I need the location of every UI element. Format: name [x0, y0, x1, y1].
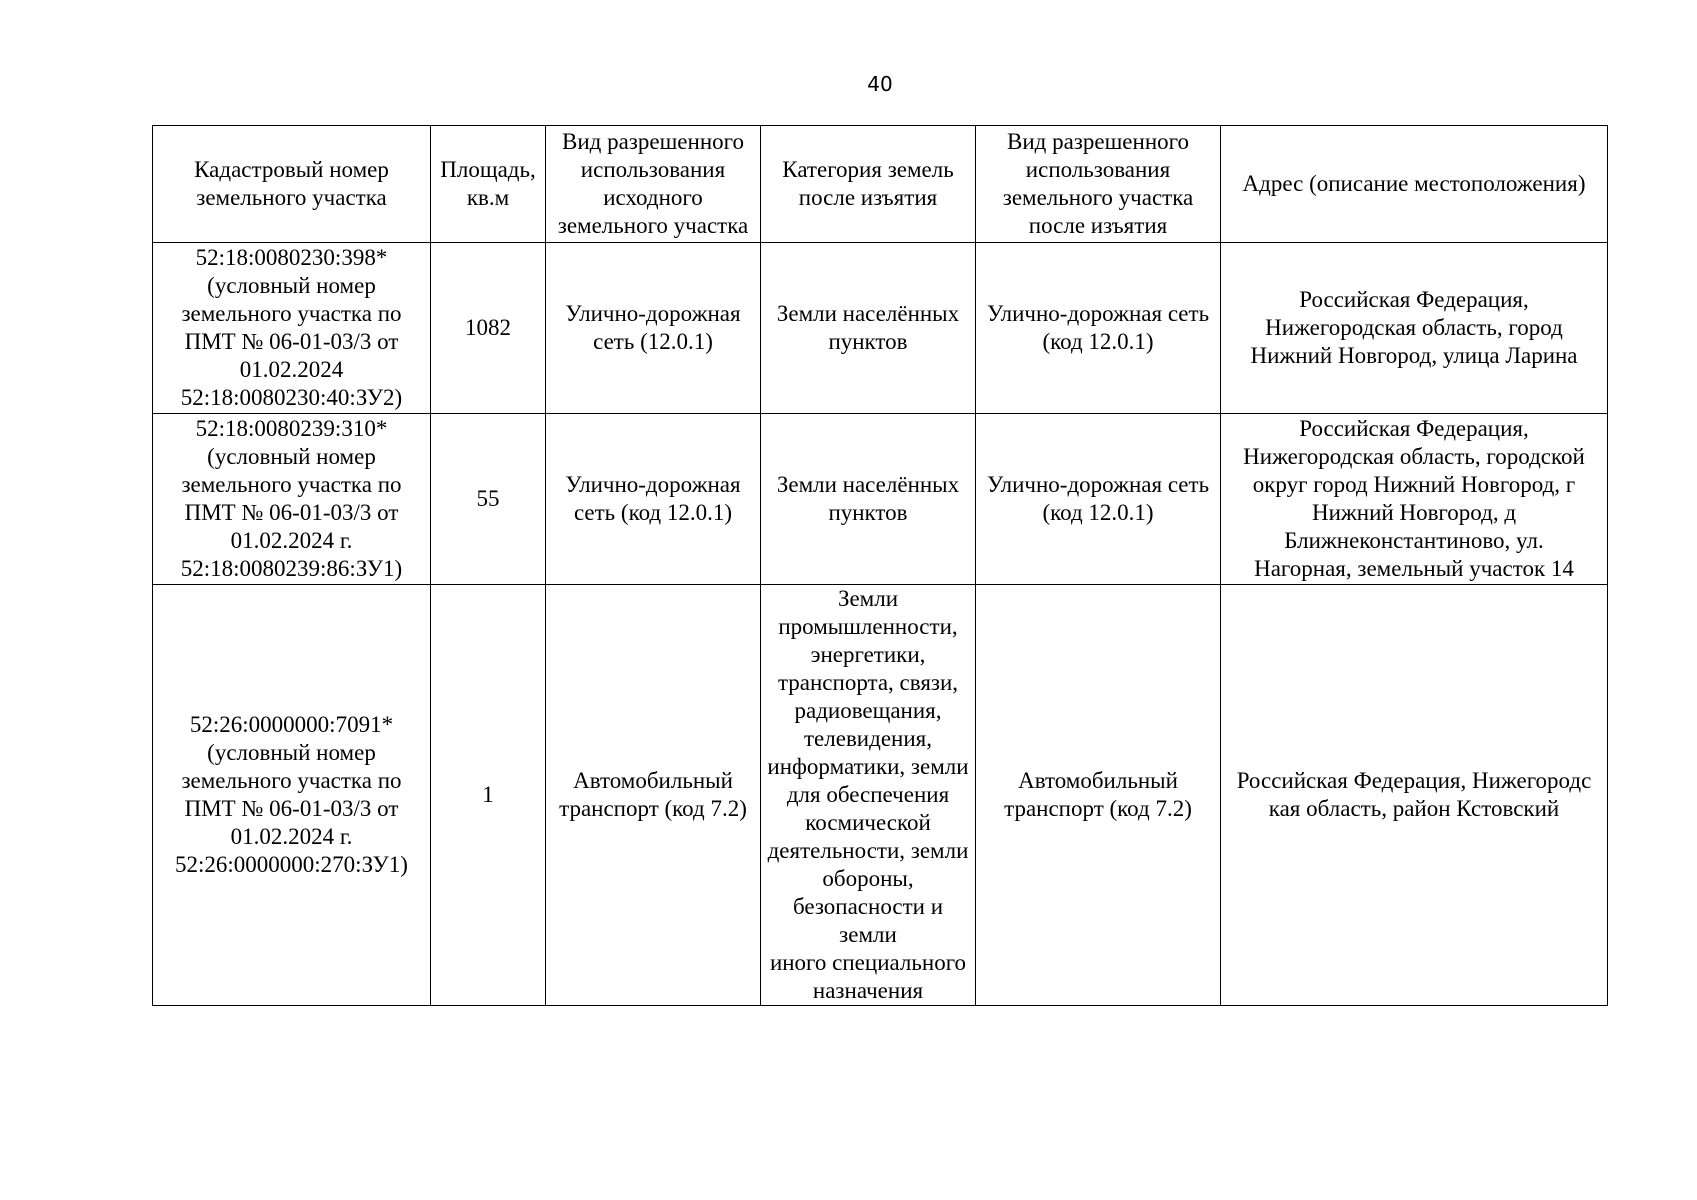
header-cadastral-number: Кадастровый номер земельного участка [153, 126, 431, 243]
page-number: 40 [867, 72, 893, 96]
table-row [153, 414, 1608, 585]
cell-use-after: Улично-дорожная сеть (код 12.0.1) [976, 414, 1221, 585]
header-address: Адрес (описание местоположения) [1221, 126, 1608, 243]
header-use-before: Вид разрешенного использования исходного земельного участка [546, 126, 761, 243]
cell-cadastral-number: 52:18:0080230:398* (условный номер земельного участка по ПМТ № 06-01-03/3 от 01.02.2024 52:18:0080230:40:ЗУ2) [153, 243, 431, 414]
land-parcels-table [152, 125, 1608, 1006]
table-row [153, 585, 1608, 1006]
header-land-category: Категория земель после изъятия [761, 126, 976, 243]
cell-land-category: Земли населённых пунктов [761, 414, 976, 585]
cell-cadastral-number: 52:18:0080239:310* (условный номер земельного участка по ПМТ № 06-01-03/3 от 01.02.2024 г. 52:18:0080239:86:ЗУ1) [153, 414, 431, 585]
cell-land-category: Земли населённых пунктов [761, 243, 976, 414]
cell-area: 55 [431, 414, 546, 585]
table-header-row [153, 126, 1608, 243]
table-row [153, 243, 1608, 414]
cell-cadastral-number: 52:26:0000000:7091* (условный номер земельного участка по ПМТ № 06-01-03/3 от 01.02.2024 г. 52:26:0000000:270:ЗУ1) [153, 585, 431, 1006]
header-area: Площадь, кв.м [431, 126, 546, 243]
cell-address: Российская Федерация, Нижегородская область, городской округ город Нижний Новгород, г Нижний Новгород, д Ближнеконстантиново, ул. Нагорная, земельный участок 14 [1221, 414, 1608, 585]
cell-area: 1082 [431, 243, 546, 414]
cell-land-category: Земли промышленности, энергетики, транспорта, связи, радиовещания, телевидения, информатики, земли для обеспечения космической деятельности, земли обороны, безопасности и земли иного специального назначения [761, 585, 976, 1006]
cell-use-before: Улично-дорожная сеть (12.0.1) [546, 243, 761, 414]
cell-address: Российская Федерация, Нижегородская область, город Нижний Новгород, улица Ларина [1221, 243, 1608, 414]
cell-use-before: Улично-дорожная сеть (код 12.0.1) [546, 414, 761, 585]
cell-address: Российская Федерация, Нижегородс кая область, район Кстовский [1221, 585, 1608, 1006]
header-use-after: Вид разрешенного использования земельного участка после изъятия [976, 126, 1221, 243]
cell-use-before: Автомобильный транспорт (код 7.2) [546, 585, 761, 1006]
cell-area: 1 [431, 585, 546, 1006]
cell-use-after: Автомобильный транспорт (код 7.2) [976, 585, 1221, 1006]
cell-use-after: Улично-дорожная сеть (код 12.0.1) [976, 243, 1221, 414]
